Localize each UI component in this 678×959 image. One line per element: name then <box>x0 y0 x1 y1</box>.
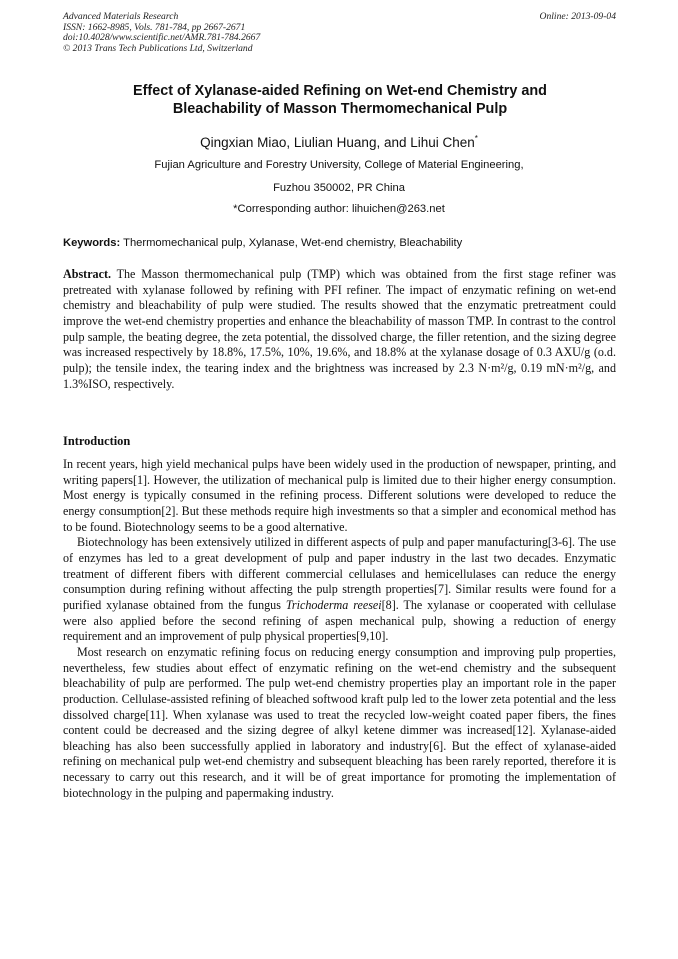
introduction-body <box>63 457 616 801</box>
intro-paragraph-2 <box>63 535 616 645</box>
keywords-label: Keywords: <box>63 237 121 249</box>
title-line-1: Effect of Xylanase-aided Refining on Wet-end Chemistry and <box>133 83 547 99</box>
intro-paragraph-2-part-b: [8]. The xylanase or cooperated with cellulase were also applied before the second refining of aspen mechanical pulp, showing a reduction of energy requirement and an improvement of pulp physical properties[9,10]. <box>63 597 616 644</box>
doi-line: doi:10.4028/www.scientific.net/AMR.781-784.2667 <box>63 32 261 44</box>
intro-paragraph-1: In recent years, high yield mechanical pulps have been widely used in the production of newspaper, printing, and writing papers[1]. However, the utilization of mechanical pulp is limited due to their higher energy consumption. Most energy is typically consumed in the refining process. Different solutions were developed to reduce the energy consumption[2]. But these methods require high investments so that a simpler and economical method has to be found. Biotechnology seems to be a good alternative. <box>63 457 616 534</box>
affiliation-line-2: Fuzhou 350002, PR China <box>273 182 405 194</box>
corresponding-author: *Corresponding author: lihuichen@263.net <box>233 203 445 215</box>
intro-paragraph-3: Most research on enzymatic refining focus on reducing energy consumption and improving pulp properties, nevertheless, few studies about effect of enzymatic refining on the wet-end chemistry and the subsequent bleachability of pulp are performed. The pulp wet-end chemistry properties play an important role in the paper production. Cellulase-assisted refining of bleached softwood kraft pulp led to the lower zeta potential and the less dissolved charge[11]. When xylanase was used to treat the recycled low-weight coated paper fibers, the fines content could be decreased and the sizing degree of alkyl ketene dimmer was increased[12]. Xylanase-aided bleaching has also been successfully applied in laboratory and industry[6]. But the effect of xylanase-aided refining on mechanical pulp wet-end chemistry and subsequent bleaching has been rarely reported, therefore it is necessary to carry out this research, and it will be of great importance for promoting the implementation of biotechnology in the pulping and papermaking industry. <box>63 644 616 800</box>
intro-paragraph-2-part-a: Biotechnology has been extensively utilized in different aspects of pulp and paper manufacturing[3-6]. The use of enzymes has led to a great development of pulp and paper industry in the last two decades. Enzymatic treatment of different fibers with different commercial cellulases and hemicellulases can reduce the energy consumption during refining without affecting the pulp strength properties[7]. Similar results were found for a purified xylanase obtained from the fungus <box>63 535 616 612</box>
journal-name: Advanced Materials Research <box>63 11 179 22</box>
author-list <box>40 131 638 151</box>
journal-header <box>63 12 616 54</box>
section-heading-introduction: Introduction <box>63 434 131 448</box>
species-name: Trichoderma reesei <box>285 597 382 612</box>
corresponding-mark: * <box>474 134 478 143</box>
affiliation-line-1: Fujian Agriculture and Forestry University, College of Material Engineering, <box>154 159 524 171</box>
keywords-text: Thermomechanical pulp, Xylanase, Wet-end chemistry, Bleachability <box>123 237 463 249</box>
title-line-2: Bleachability of Masson Thermomechanical Pulp <box>172 101 508 117</box>
issn-line: ISSN: 1662-8985, Vols. 781-784, pp 2667-2671 <box>63 21 246 33</box>
online-date: Online: 2013-09-04 <box>539 11 616 22</box>
abstract-label: Abstract. <box>63 267 112 281</box>
paper-title <box>70 82 610 118</box>
abstract-text: The Masson thermomechanical pulp (TMP) which was obtained from the first stage refiner was pretreated with xylanase followed by refining with PFI refiner. The impact of enzymatic refining on wet-end chemistry and bleachability of pulp were studied. The results showed that the enzymatic pretreatment could improve the wet-end chemistry properties and enhance the bleachability of masson TMP. In contrast to the control pulp sample, the beating degree, the zeta potential, the dissolved charge, the filler retention, and the sizing degree was increased respectively by 18.8%, 17.5%, 10%, 19.6%, and 18.8% at the xylanase dosage of 0.3 AXU/g (o.d. pulp); the tensile index, the tearing index and the brightness was increased by 2.3 N·m²/g, 0.19 mN·m²/g, and 1.3%ISO, respectively. <box>63 267 616 391</box>
keywords <box>63 237 616 250</box>
copyright-line: © 2013 Trans Tech Publications Ltd, Switzerland <box>63 42 253 54</box>
abstract <box>63 267 616 392</box>
author-names: Qingxian Miao, Liulian Huang, and Lihui Chen <box>200 135 475 150</box>
